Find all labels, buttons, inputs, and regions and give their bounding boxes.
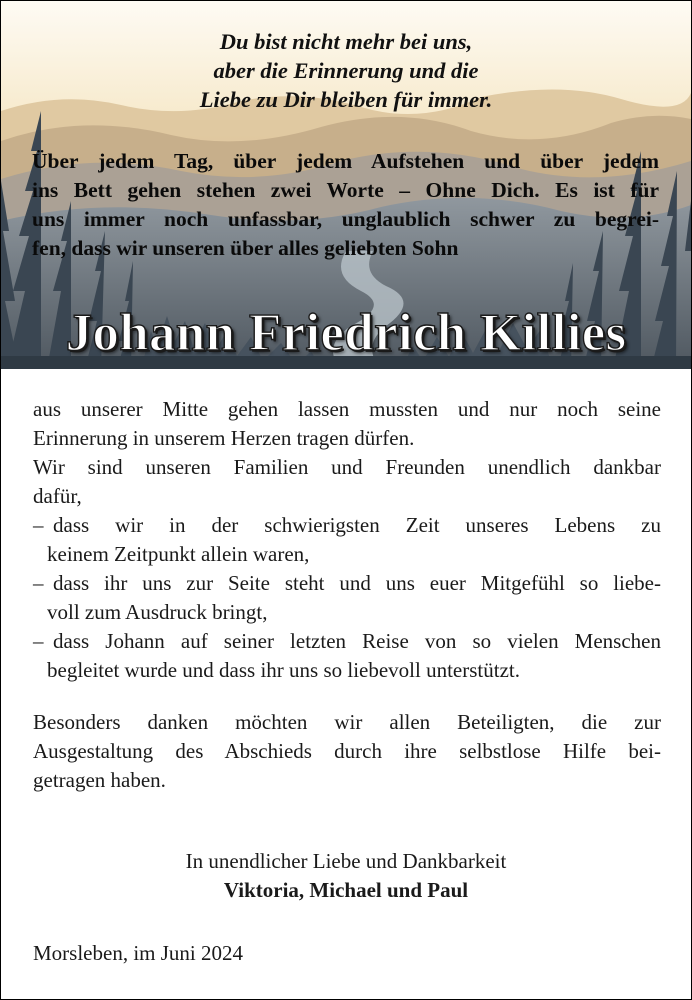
body-text — [33, 395, 661, 795]
list-item-text: voll zum Ausdruck bringt, — [47, 600, 268, 624]
closing-line: In unendlicher Liebe und Dankbarkeit — [185, 849, 507, 873]
list-item-text: dass ihr uns zur Seite steht und uns euer Mitgefühl so liebe- — [53, 571, 661, 595]
body-line: aus unserer Mitte gehen lassen mussten und nur noch seine — [33, 397, 661, 421]
motto-line: Du bist nicht mehr bei uns, — [219, 29, 473, 54]
list-item-text: dass wir in der schwierigsten Zeit unseres Lebens zu — [53, 513, 661, 537]
body-line: Erinnerung in unserem Herzen tragen dürfen. — [33, 426, 415, 450]
signers: Viktoria, Michael und Paul — [223, 878, 469, 902]
motto-quote — [1, 27, 691, 114]
list-item-text: begleitet wurde und dass ihr uns so liebevoll unterstützt. — [47, 658, 520, 682]
dash-bullet: – — [33, 571, 44, 595]
body-line: getragen haben. — [33, 768, 166, 792]
landscape-header — [1, 1, 691, 369]
body-line: dafür, — [33, 484, 82, 508]
dash-bullet: – — [33, 629, 44, 653]
motto-line: Liebe zu Dir bleiben für immer. — [199, 87, 493, 112]
list-item-first-line — [33, 511, 661, 540]
list-item — [33, 569, 661, 627]
place-date: Morsleben, im Juni 2024 — [33, 941, 243, 965]
list-item-text: dass Johann auf seiner letzten Reise von so vielen Menschen — [53, 629, 661, 653]
body-line: Wir sind unseren Familien und Freunden unendlich dankbar — [33, 455, 661, 479]
dash-bullet: – — [33, 513, 44, 537]
list-item-text: keinem Zeitpunkt allein waren, — [47, 542, 310, 566]
list-item-first-line — [33, 627, 661, 656]
closing-signature — [1, 847, 691, 905]
body-line: Ausgestaltung des Abschieds durch ihre selbstlose Hilfe bei- — [33, 739, 661, 763]
body-line: Besonders danken möchten wir allen Beteiligten, die zur — [33, 710, 661, 734]
intro-text — [32, 147, 659, 263]
intro-line: fen, dass wir unseren über alles geliebten Sohn — [32, 236, 459, 260]
list-item — [33, 511, 661, 569]
motto-line: aber die Erinnerung und die — [213, 58, 479, 83]
list-item-first-line — [33, 569, 661, 598]
intro-line: uns immer noch unfassbar, unglaublich schwer zu begrei- — [32, 207, 659, 231]
paragraph-gap — [33, 685, 661, 708]
intro-line: Über jedem Tag, über jedem Aufstehen und über jedem — [32, 149, 659, 173]
list-item — [33, 627, 661, 685]
deceased-name: Johann Friedrich Killies — [65, 304, 627, 362]
intro-line: ins Bett gehen stehen zwei Worte – Ohne Dich. Es ist für — [32, 178, 659, 202]
